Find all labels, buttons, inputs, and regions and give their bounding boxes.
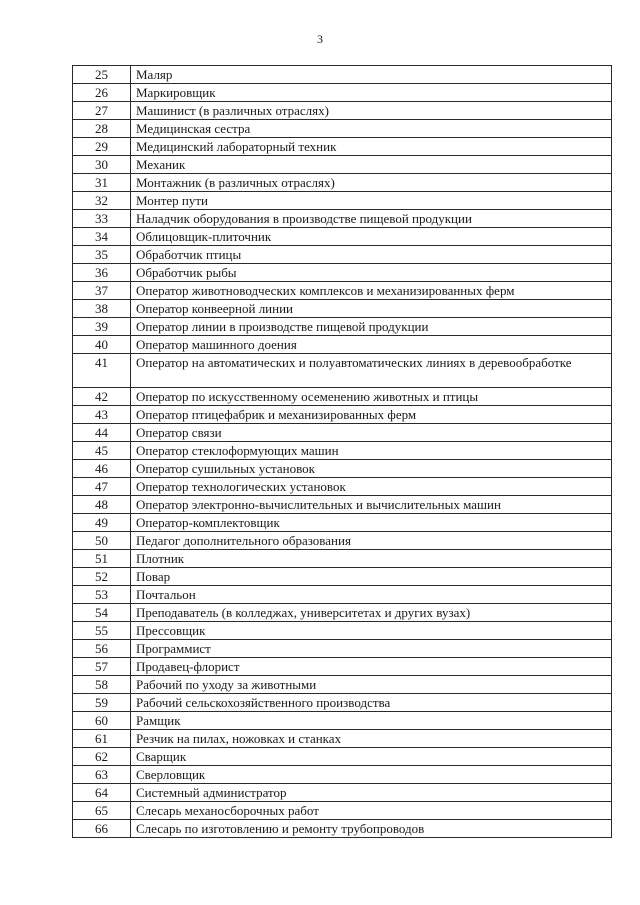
- table-row: [73, 102, 612, 120]
- profession-name-cell: Маляр: [131, 66, 612, 84]
- profession-name-cell: Машинист (в различных отраслях): [131, 102, 612, 120]
- table-row: [73, 568, 612, 586]
- row-number-cell: 44: [73, 424, 131, 442]
- profession-name-cell: Резчик на пилах, ножовках и станках: [131, 730, 612, 748]
- row-number-cell: 45: [73, 442, 131, 460]
- table-row: [73, 478, 612, 496]
- row-number-cell: 25: [73, 66, 131, 84]
- table-row: [73, 604, 612, 622]
- table-row: [73, 264, 612, 282]
- table-row: [73, 84, 612, 102]
- profession-name-cell: Повар: [131, 568, 612, 586]
- profession-name-cell: Преподаватель (в колледжах, университетах и других вузах): [131, 604, 612, 622]
- row-number-cell: 40: [73, 336, 131, 354]
- table-row: [73, 496, 612, 514]
- profession-name-cell: Оператор связи: [131, 424, 612, 442]
- page-number: 3: [317, 32, 323, 46]
- table-row: [73, 820, 612, 838]
- table-row: [73, 766, 612, 784]
- profession-name-cell: Продавец-флорист: [131, 658, 612, 676]
- row-number-cell: 52: [73, 568, 131, 586]
- row-number-cell: 33: [73, 210, 131, 228]
- table-row: [73, 622, 612, 640]
- row-number-cell: 47: [73, 478, 131, 496]
- row-number-cell: 46: [73, 460, 131, 478]
- row-number-cell: 41: [73, 354, 131, 388]
- table-row: [73, 658, 612, 676]
- table-row: [73, 694, 612, 712]
- profession-name-cell: Оператор по искусственному осеменению животных и птицы: [131, 388, 612, 406]
- profession-name-cell: Оператор стеклоформующих машин: [131, 442, 612, 460]
- profession-name-cell: Облицовщик-плиточник: [131, 228, 612, 246]
- table-row: [73, 442, 612, 460]
- profession-name-cell: Оператор на автоматических и полуавтоматических линиях в деревообработке: [131, 354, 612, 388]
- profession-name-cell: Оператор электронно-вычислительных и вычислительных машин: [131, 496, 612, 514]
- row-number-cell: 62: [73, 748, 131, 766]
- table-row: [73, 336, 612, 354]
- profession-name-cell: Оператор-комплектовщик: [131, 514, 612, 532]
- row-number-cell: 26: [73, 84, 131, 102]
- row-number-cell: 59: [73, 694, 131, 712]
- profession-name-cell: Обработчик птицы: [131, 246, 612, 264]
- row-number-cell: 54: [73, 604, 131, 622]
- row-number-cell: 49: [73, 514, 131, 532]
- row-number-cell: 39: [73, 318, 131, 336]
- profession-name-cell: Плотник: [131, 550, 612, 568]
- table-row: [73, 354, 612, 388]
- table-row: [73, 120, 612, 138]
- row-number-cell: 36: [73, 264, 131, 282]
- profession-name-cell: Оператор птицефабрик и механизированных ферм: [131, 406, 612, 424]
- table-row: [73, 156, 612, 174]
- profession-name-cell: Обработчик рыбы: [131, 264, 612, 282]
- row-number-cell: 60: [73, 712, 131, 730]
- row-number-cell: 58: [73, 676, 131, 694]
- professions-table-body: [73, 66, 612, 838]
- row-number-cell: 57: [73, 658, 131, 676]
- table-row: [73, 210, 612, 228]
- table-row: [73, 174, 612, 192]
- table-row: [73, 246, 612, 264]
- profession-name-cell: Сварщик: [131, 748, 612, 766]
- professions-table: [72, 65, 612, 838]
- table-row: [73, 138, 612, 156]
- profession-name-cell: Оператор технологических установок: [131, 478, 612, 496]
- row-number-cell: 34: [73, 228, 131, 246]
- row-number-cell: 32: [73, 192, 131, 210]
- row-number-cell: 53: [73, 586, 131, 604]
- row-number-cell: 56: [73, 640, 131, 658]
- table-row: [73, 514, 612, 532]
- profession-name-cell: Оператор сушильных установок: [131, 460, 612, 478]
- table-row: [73, 676, 612, 694]
- row-number-cell: 51: [73, 550, 131, 568]
- profession-name-cell: Медицинская сестра: [131, 120, 612, 138]
- row-number-cell: 29: [73, 138, 131, 156]
- profession-name-cell: Оператор линии в производстве пищевой продукции: [131, 318, 612, 336]
- profession-name-cell: Механик: [131, 156, 612, 174]
- row-number-cell: 50: [73, 532, 131, 550]
- row-number-cell: 63: [73, 766, 131, 784]
- profession-name-cell: Монтер пути: [131, 192, 612, 210]
- table-row: [73, 532, 612, 550]
- table-row: [73, 802, 612, 820]
- table-row: [73, 300, 612, 318]
- row-number-cell: 48: [73, 496, 131, 514]
- table-row: [73, 192, 612, 210]
- row-number-cell: 31: [73, 174, 131, 192]
- profession-name-cell: Педагог дополнительного образования: [131, 532, 612, 550]
- row-number-cell: 30: [73, 156, 131, 174]
- table-row: [73, 388, 612, 406]
- table-row: [73, 748, 612, 766]
- table-row: [73, 282, 612, 300]
- profession-name-cell: Оператор конвеерной линии: [131, 300, 612, 318]
- table-row: [73, 712, 612, 730]
- row-number-cell: 27: [73, 102, 131, 120]
- row-number-cell: 37: [73, 282, 131, 300]
- table-row: [73, 784, 612, 802]
- row-number-cell: 35: [73, 246, 131, 264]
- table-row: [73, 424, 612, 442]
- row-number-cell: 66: [73, 820, 131, 838]
- table-row: [73, 550, 612, 568]
- profession-name-cell: Оператор животноводческих комплексов и механизированных ферм: [131, 282, 612, 300]
- row-number-cell: 38: [73, 300, 131, 318]
- profession-name-cell: Слесарь механосборочных работ: [131, 802, 612, 820]
- row-number-cell: 43: [73, 406, 131, 424]
- profession-name-cell: Наладчик оборудования в производстве пищевой продукции: [131, 210, 612, 228]
- table-row: [73, 228, 612, 246]
- table-row: [73, 406, 612, 424]
- row-number-cell: 61: [73, 730, 131, 748]
- profession-name-cell: Рамщик: [131, 712, 612, 730]
- profession-name-cell: Рабочий сельскохозяйственного производства: [131, 694, 612, 712]
- profession-name-cell: Монтажник (в различных отраслях): [131, 174, 612, 192]
- table-row: [73, 640, 612, 658]
- row-number-cell: 65: [73, 802, 131, 820]
- profession-name-cell: Слесарь по изготовлению и ремонту трубопроводов: [131, 820, 612, 838]
- profession-name-cell: Программист: [131, 640, 612, 658]
- profession-name-cell: Рабочий по уходу за животными: [131, 676, 612, 694]
- profession-name-cell: Системный администратор: [131, 784, 612, 802]
- table-row: [73, 730, 612, 748]
- table-row: [73, 460, 612, 478]
- table-row: [73, 586, 612, 604]
- row-number-cell: 42: [73, 388, 131, 406]
- profession-name-cell: Маркировщик: [131, 84, 612, 102]
- profession-name-cell: Почтальон: [131, 586, 612, 604]
- profession-name-cell: Сверловщик: [131, 766, 612, 784]
- row-number-cell: 28: [73, 120, 131, 138]
- profession-name-cell: Оператор машинного доения: [131, 336, 612, 354]
- table-row: [73, 66, 612, 84]
- table-row: [73, 318, 612, 336]
- row-number-cell: 55: [73, 622, 131, 640]
- profession-name-cell: Медицинский лабораторный техник: [131, 138, 612, 156]
- profession-name-cell: Прессовщик: [131, 622, 612, 640]
- row-number-cell: 64: [73, 784, 131, 802]
